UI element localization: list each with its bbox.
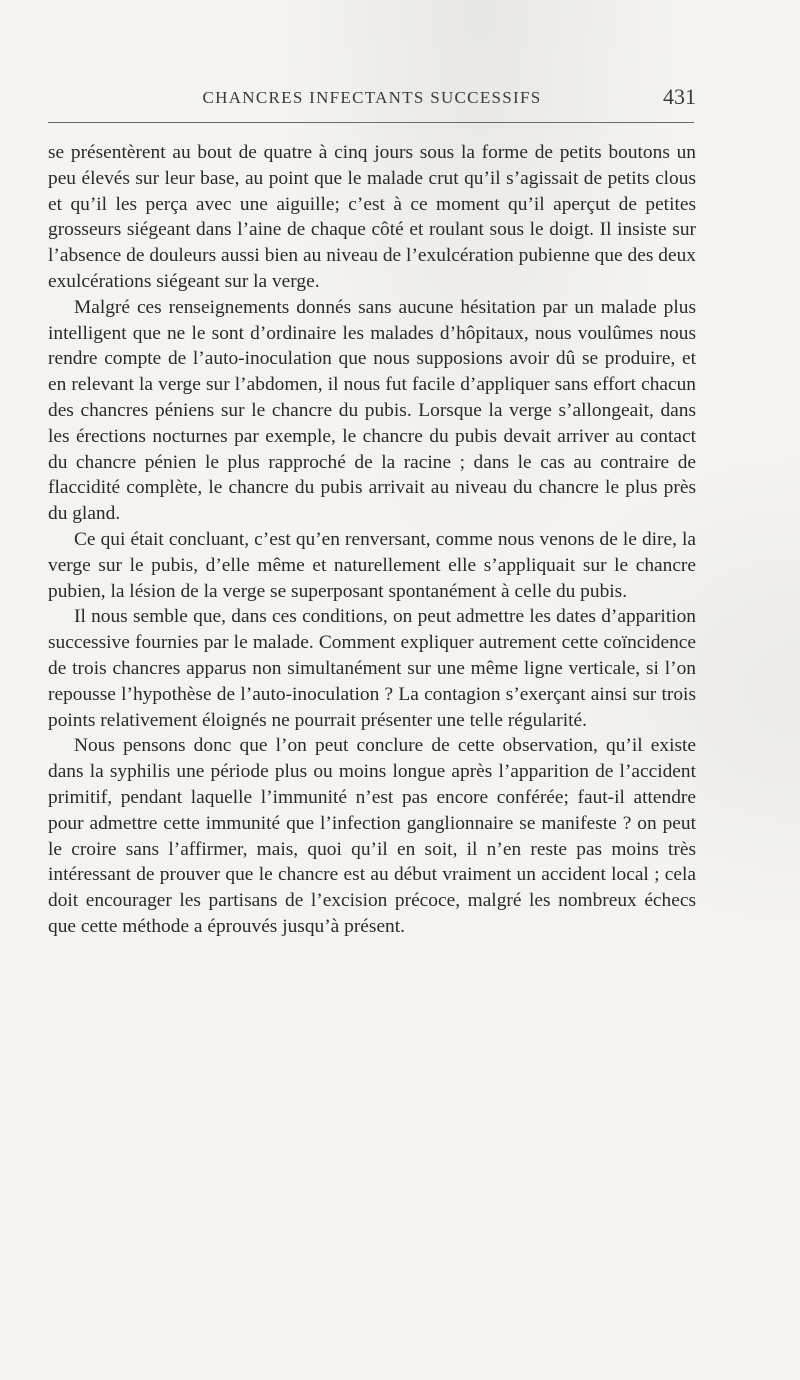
paragraph: Nous pensons donc que l’on peut conclure de cette observation, qu’il existe dans la syphilis une période plus ou moins longue après l’apparition de l’accident primitif, pendant laquelle l’immunité n’est pas encore conférée; faut-il attendre pour admettre cette immunité que l’infection ganglionnaire se manifeste ? on peut le croire sans l’affirmer, mais, quoi qu’il en soit, il n’en reste pas moins très intéressant de prouver que le chancre est au début vraiment un accident local ; cela doit encourager les partisans de l’excision précoce, malgré les nombreux échecs que cette méthode a éprouvés jusqu’à présent. bbox=[48, 735, 696, 937]
running-head bbox=[48, 84, 696, 112]
paragraph: Il nous semble que, dans ces conditions, on peut admettre les dates d’apparition successive fournies par le malade. Comment expliquer autrement cette coïncidence de trois chancres apparus non simultanément sur une même ligne verticale, si l’on repousse l’hypothèse de l’auto-inoculation ? La contagion s’exerçant ainsi sur trois points relativement éloignés ne pourrait présenter une telle régularité. bbox=[48, 606, 696, 731]
header-rule bbox=[48, 122, 694, 123]
paragraph: se présentèrent au bout de quatre à cinq jours sous la forme de petits boutons un peu élevés sur leur base, au point que le malade crut qu’il s’agissait de petits clous et qu’il les perça avec une aiguille; c’est à ce moment qu’il aperçut de petites grosseurs siégeant dans l’aine de chaque côté et roulant sous le doigt. Il insiste sur l’absence de douleurs aussi bien au niveau de l’exulcération pubienne que des deux exulcérations siégeant sur la verge. bbox=[48, 142, 696, 292]
running-title: CHANCRES INFECTANTS SUCCESSIFS bbox=[202, 88, 542, 107]
paragraph: Malgré ces renseignements donnés sans aucune hésitation par un malade plus intelligent que ne le sont d’ordinaire les malades d’hôpitaux, nous voulûmes nous rendre compte de l’auto-inoculation que nous supposions avoir dû se produire, et en relevant la verge sur l’abdomen, il nous fut facile d’appliquer sans effort chacun des chancres péniens sur le chancre du pubis. Lorsque la verge s’allongeait, dans les érections nocturnes par exemple, le chancre du pubis devait arriver au contact du chancre pénien le plus rapproché de la racine ; dans le cas au contraire de flaccidité complète, le chancre du pubis arrivait au niveau du chancre le plus près du gland. bbox=[48, 296, 696, 525]
body-text bbox=[48, 140, 696, 940]
paragraph: Ce qui était concluant, c’est qu’en renversant, comme nous venons de le dire, la verge sur le pubis, d’elle même et naturellement elle s’appliquait sur le chancre pubien, la lésion de la verge se superposant spontanément à celle du pubis. bbox=[48, 528, 696, 602]
page-number: 431 bbox=[663, 84, 696, 109]
